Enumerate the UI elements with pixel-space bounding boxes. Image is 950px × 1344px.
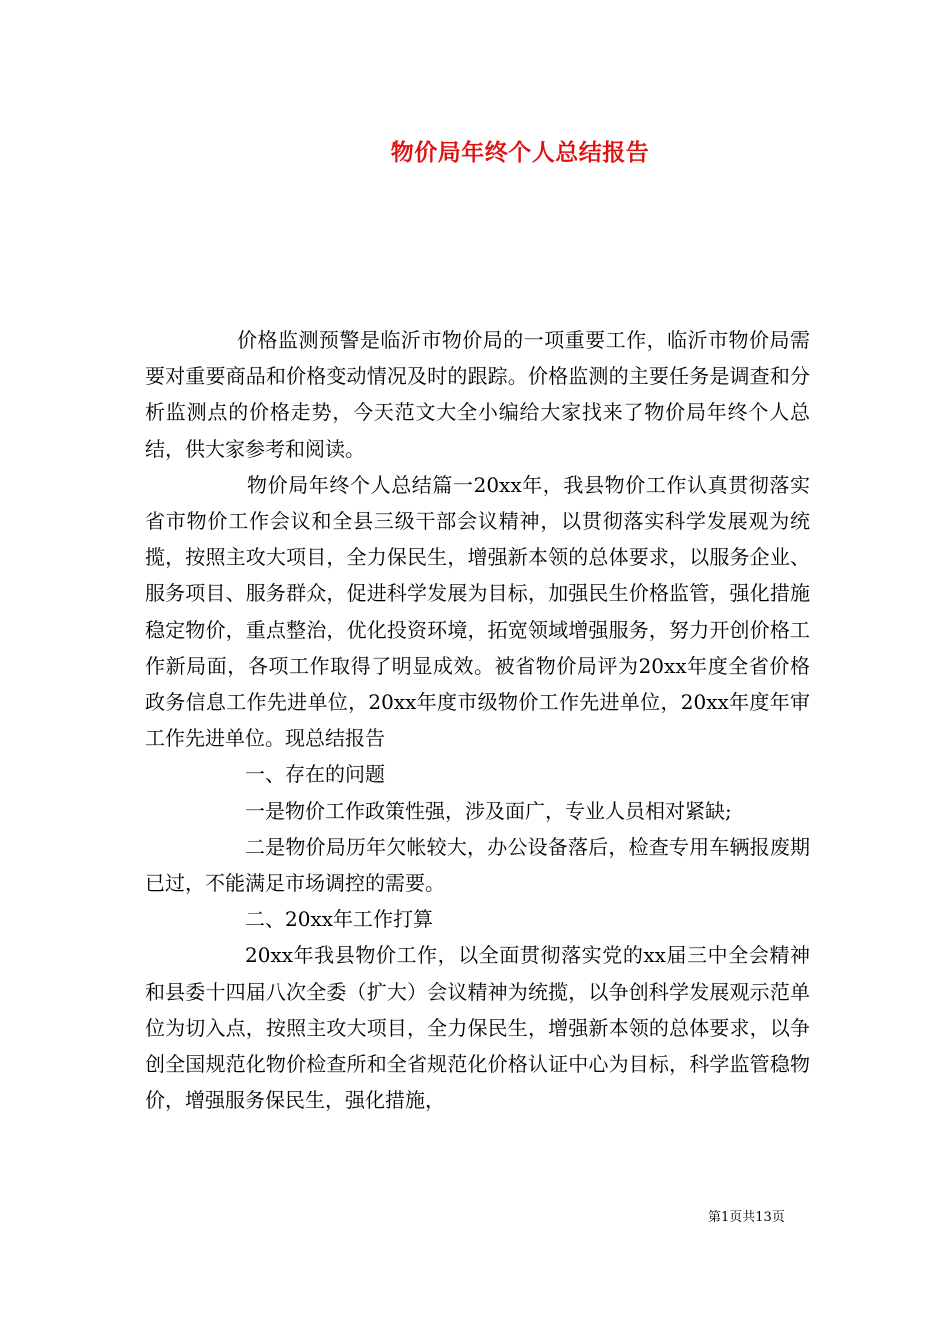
paragraph-problem-two: 二是物价局历年欠帐较大，办公设备落后，检查专用车辆报废期已过，不能满足市场调控的需要。 (145, 834, 810, 896)
paragraph-plans: 20xx年我县物价工作，以全面贯彻落实党的xx届三中全会精神和县委十四届八次全委（扩大）会议精神为统揽，以争创科学发展观示范单位为切入点，按照主攻大项目，全力保民生，增强新本领的总体要求，以争创全国规范化物价检查所和全省规范化价格认证中心为目标，科学监管稳物价，增强服务保民生，强化措施， (145, 943, 810, 1113)
section-heading-problems: 一、存在的问题 (245, 762, 385, 787)
page-title: 物价局年终个人总结报告 (390, 139, 650, 166)
paragraph-problem-one: 一是物价工作政策性强，涉及面广，专业人员相对紧缺; (245, 798, 732, 823)
paragraph-summary-part-one: 物价局年终个人总结篇一20xx年，我县物价工作认真贯彻落实省市物价工作会议和全县三级干部会议精神，以贯彻落实科学发展观为统揽，按照主攻大项目，全力保民生，增强新本领的总体要求，以服务企业、服务项目、服务群众，促进科学发展为目标，加强民生价格监管，强化措施稳定物价，重点整治，优化投资环境，拓宽领域增强服务，努力开创价格工作新局面，各项工作取得了明显成效。被省物价局评为20xx年度全省价格政务信息工作先进单位，20xx年度市级物价工作先进单位，20xx年度年审工作先进单位。现总结报告 (145, 472, 810, 751)
paragraph-intro: 价格监测预警是临沂市物价局的一项重要工作，临沂市物价局需要对重要商品和价格变动情况及时的跟踪。价格监测的主要任务是调查和分析监测点的价格走势，今天范文大全小编给大家找来了物价局年终个人总结，供大家参考和阅读。 (145, 328, 810, 461)
page-number-footer: 第1页共13页 (708, 1210, 785, 1225)
section-heading-plans: 二、20xx年工作打算 (245, 907, 434, 932)
document-body (145, 322, 810, 1118)
